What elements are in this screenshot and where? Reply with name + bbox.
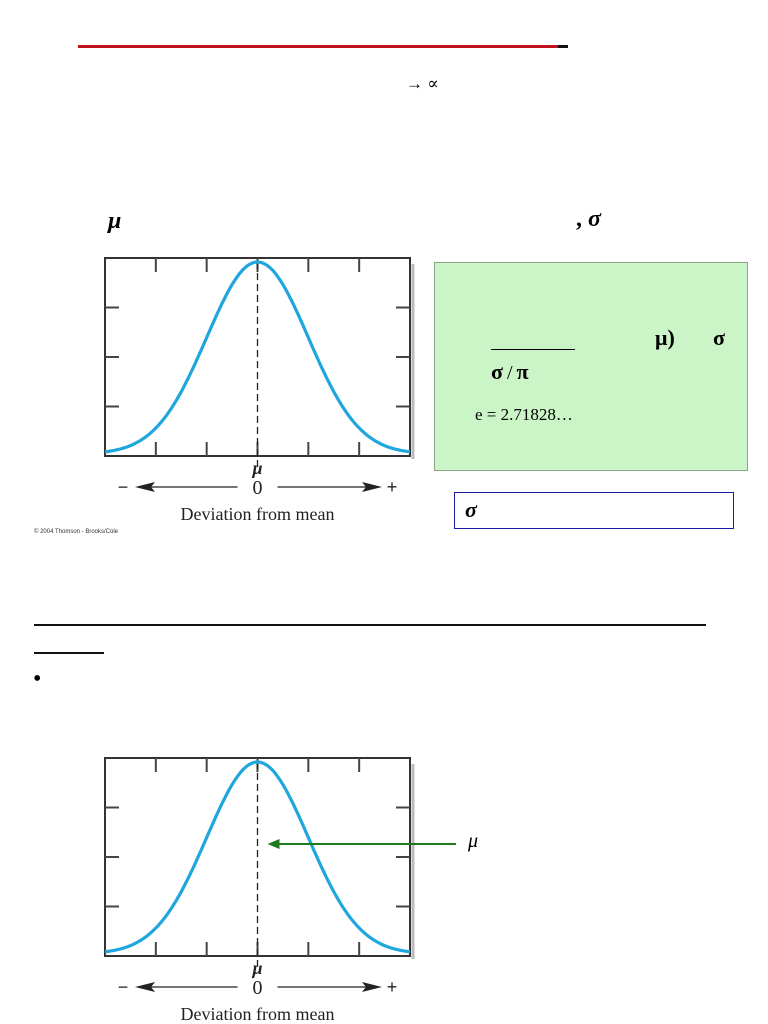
plus-sign: +: [386, 477, 398, 497]
euler-constant: e = 2.71828…: [475, 405, 573, 424]
formula-mu: μ): [655, 325, 675, 350]
axis-caption: Deviation from mean: [180, 504, 335, 524]
axis-zero-label: 0: [252, 477, 263, 499]
minus-sign: −: [117, 977, 129, 997]
axis-mu-label: μ: [252, 958, 263, 978]
fraction-bar: [491, 349, 575, 350]
section-underline: [34, 624, 706, 626]
sigma-heading: [576, 206, 601, 233]
axis-mu-label: μ: [252, 458, 263, 478]
mean-pointer-label: μ: [468, 830, 479, 852]
sqrt-icon: /: [506, 362, 513, 384]
copyright-note: © 2004 Thomson - Brooks/Cole: [34, 529, 119, 535]
axis-caption: Deviation from mean: [180, 1004, 335, 1024]
title-underline-tail: [558, 45, 568, 48]
title-underline: [78, 45, 558, 48]
formula-sigma: σ: [713, 325, 725, 350]
formula-box: [434, 262, 748, 471]
denominator-sigma: σ: [491, 359, 503, 384]
comma: ,: [576, 206, 582, 232]
minus-sign: −: [117, 477, 129, 497]
axis-zero-label: 0: [252, 977, 263, 999]
bullet: •: [33, 666, 42, 692]
sigma-box: σ: [454, 492, 734, 529]
limit-arrow-infinity: → ∝: [406, 74, 439, 93]
section-underline-short: [34, 652, 104, 654]
normal-curve-figure-1: [0, 250, 430, 540]
normal-curve-figure-2: [0, 750, 500, 1024]
denominator-pi: π: [516, 359, 529, 384]
sigma-symbol: σ: [588, 206, 601, 232]
plus-sign: +: [386, 977, 398, 997]
mu-symbol: μ: [108, 208, 122, 234]
formula-denominator: [491, 359, 529, 385]
